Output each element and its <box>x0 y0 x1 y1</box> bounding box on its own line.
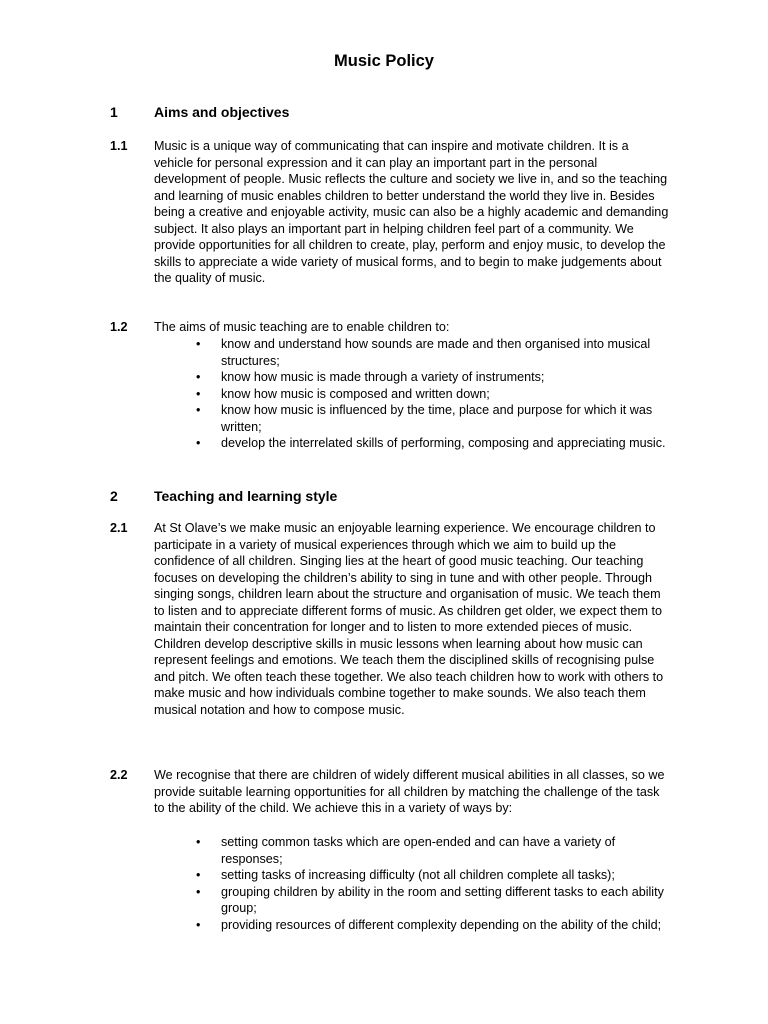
list-item <box>196 917 666 934</box>
list-item <box>196 336 666 369</box>
paragraph-text: Music is a unique way of communicating that can inspire and motivate children. It is a vehicle for personal expression and it can play an important part in the personal development of people. Music reflects the culture and society we live in, and so the teaching and learning of music enables children to better understand the world they live in. Besides being a creative and enjoyable activity, music can also be a highly academic and demanding subject. It also plays an important part in helping children feel part of a community. We provide opportunities for all children to create, play, perform and enjoy music, to develop the skills to appreciate a wide variety of musical forms, and to begin to make judgements about the quality of music. <box>154 139 669 285</box>
section-number: 1 <box>110 104 118 120</box>
bullet-icon: • <box>196 370 201 384</box>
list-item <box>196 369 666 386</box>
list-item <box>196 884 666 917</box>
list-item-text: develop the interrelated skills of performing, composing and appreciating music. <box>221 436 666 450</box>
aims-bullet-list <box>196 336 666 452</box>
list-item <box>196 834 666 867</box>
bullet-icon: • <box>196 835 201 849</box>
list-item-text: grouping children by ability in the room and setting different tasks to each ability group; <box>221 884 664 915</box>
section-number: 2 <box>110 488 118 504</box>
bullet-icon: • <box>196 403 201 417</box>
list-item-text: know and understand how sounds are made and then organised into musical structures; <box>221 337 651 368</box>
list-item-text: setting tasks of increasing difficulty (not all children complete all tasks); <box>221 868 615 882</box>
section-title: Aims and objectives <box>154 104 290 120</box>
list-item <box>196 435 666 452</box>
bullet-icon: • <box>196 386 201 401</box>
bullet-icon: • <box>196 868 201 882</box>
paragraph-number: 2.1 <box>110 521 128 535</box>
section-title: Teaching and learning style <box>154 488 338 504</box>
list-item <box>196 402 666 435</box>
document-title: Music Policy <box>334 52 434 70</box>
list-item-text: know how music is composed and written down; <box>221 386 490 401</box>
bullet-icon: • <box>196 337 201 351</box>
bullet-icon: • <box>196 917 201 932</box>
list-item-text: know how music is influenced by the time, place and purpose for which it was written; <box>221 403 653 434</box>
bullet-icon: • <box>196 884 201 899</box>
list-item-text: setting common tasks which are open-ended and can have a variety of responses; <box>221 835 616 866</box>
paragraph-text: We recognise that there are children of widely different musical abilities in all classes, so we provide suitable learning opportunities for all children by matching the challenge of the task to the ability of the child. We achieve this in a variety of ways by: <box>154 768 665 815</box>
list-item-text: providing resources of different complexity depending on the ability of the child; <box>221 917 662 932</box>
differentiation-bullet-list <box>196 834 666 933</box>
list-item-text: know how music is made through a variety of instruments; <box>221 370 545 384</box>
list-item <box>196 386 666 403</box>
bullet-icon: • <box>196 436 201 450</box>
paragraph-number: 1.1 <box>110 139 128 153</box>
list-item <box>196 867 666 884</box>
paragraph-number: 1.2 <box>110 320 128 334</box>
paragraph-text: The aims of music teaching are to enable children to: <box>154 320 450 334</box>
paragraph-text: At St Olave’s we make music an enjoyable learning experience. We encourage children to participate in a variety of musical experiences through which we aim to build up the confidence of all children. Singing lies at the heart of good music teaching. Our teaching focuses on developing the children’s ability to sing in tune and with other people. Through singing songs, children learn about the structure and organisation of music. We teach them to listen and to appreciate different forms of music. As children get older, we expect them to maintain their concentration for longer and to listen to more extended pieces of music. Children develop descriptive skills in music lessons when learning about how music can represent feelings and emotions. We teach them the disciplined skills of recognising pulse and pitch. We often teach these together. We also teach children how to work with others to make music and how individuals combine together to make sounds. We also teach them musical notation and how to compose music. <box>154 521 664 717</box>
paragraph-number: 2.2 <box>110 768 128 782</box>
